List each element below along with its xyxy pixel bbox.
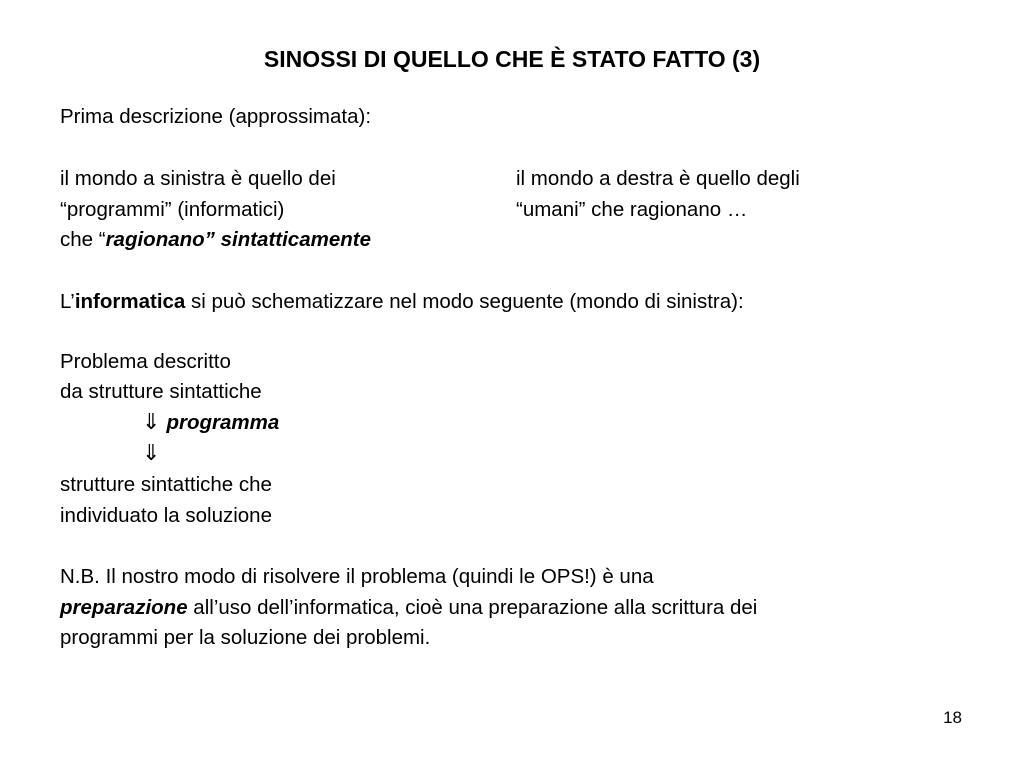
down-double-arrow-icon: ⇓: [142, 441, 161, 466]
left-world-line-3-emphasis: ragionano” sintatticamente: [105, 228, 371, 251]
note-line-3: programmi per la soluzione dei problemi.: [60, 626, 431, 649]
informatics-line: [60, 288, 744, 316]
informatics-keyword: informatica: [74, 290, 186, 313]
schema-program-row: [142, 409, 279, 437]
slide-title: SINOSSI DI QUELLO CHE È STATO FATTO (3): [263, 46, 761, 72]
note-line-2-rest: all’uso dell’informatica, cioè una preparazione alla scrittura dei: [187, 596, 758, 619]
schema-line-4: individuato la soluzione: [60, 504, 272, 527]
schema-arrow-row: [142, 440, 166, 468]
intro-text: Prima descrizione (approssimata):: [60, 105, 372, 128]
schema-line-2: da strutture sintattiche: [60, 380, 262, 403]
page-number: 18: [943, 708, 962, 727]
program-label: programma: [166, 411, 280, 434]
note-line-2: [60, 594, 757, 622]
schema-line-3: strutture sintattiche che: [60, 473, 272, 496]
down-double-arrow-icon: ⇓: [142, 410, 161, 435]
note-line-1: N.B. Il nostro modo di risolvere il problema (quindi le OPS!) è una: [60, 565, 654, 588]
informatics-prefix: L’: [60, 290, 75, 313]
informatics-suffix: si può schematizzare nel modo seguente (mondo di sinistra):: [185, 290, 744, 313]
left-world-line-2: “programmi” (informatici): [60, 198, 285, 221]
right-world-line-1: il mondo a destra è quello degli: [516, 167, 800, 190]
right-world-line-2: “umani” che ragionano …: [516, 198, 748, 221]
left-world-line-3-prefix: che “: [60, 228, 106, 251]
left-world-line-3: [60, 226, 371, 254]
note-emphasis: preparazione: [60, 596, 188, 619]
left-world-line-1: il mondo a sinistra è quello dei: [60, 167, 336, 190]
schema-line-1: Problema descritto: [60, 350, 231, 373]
